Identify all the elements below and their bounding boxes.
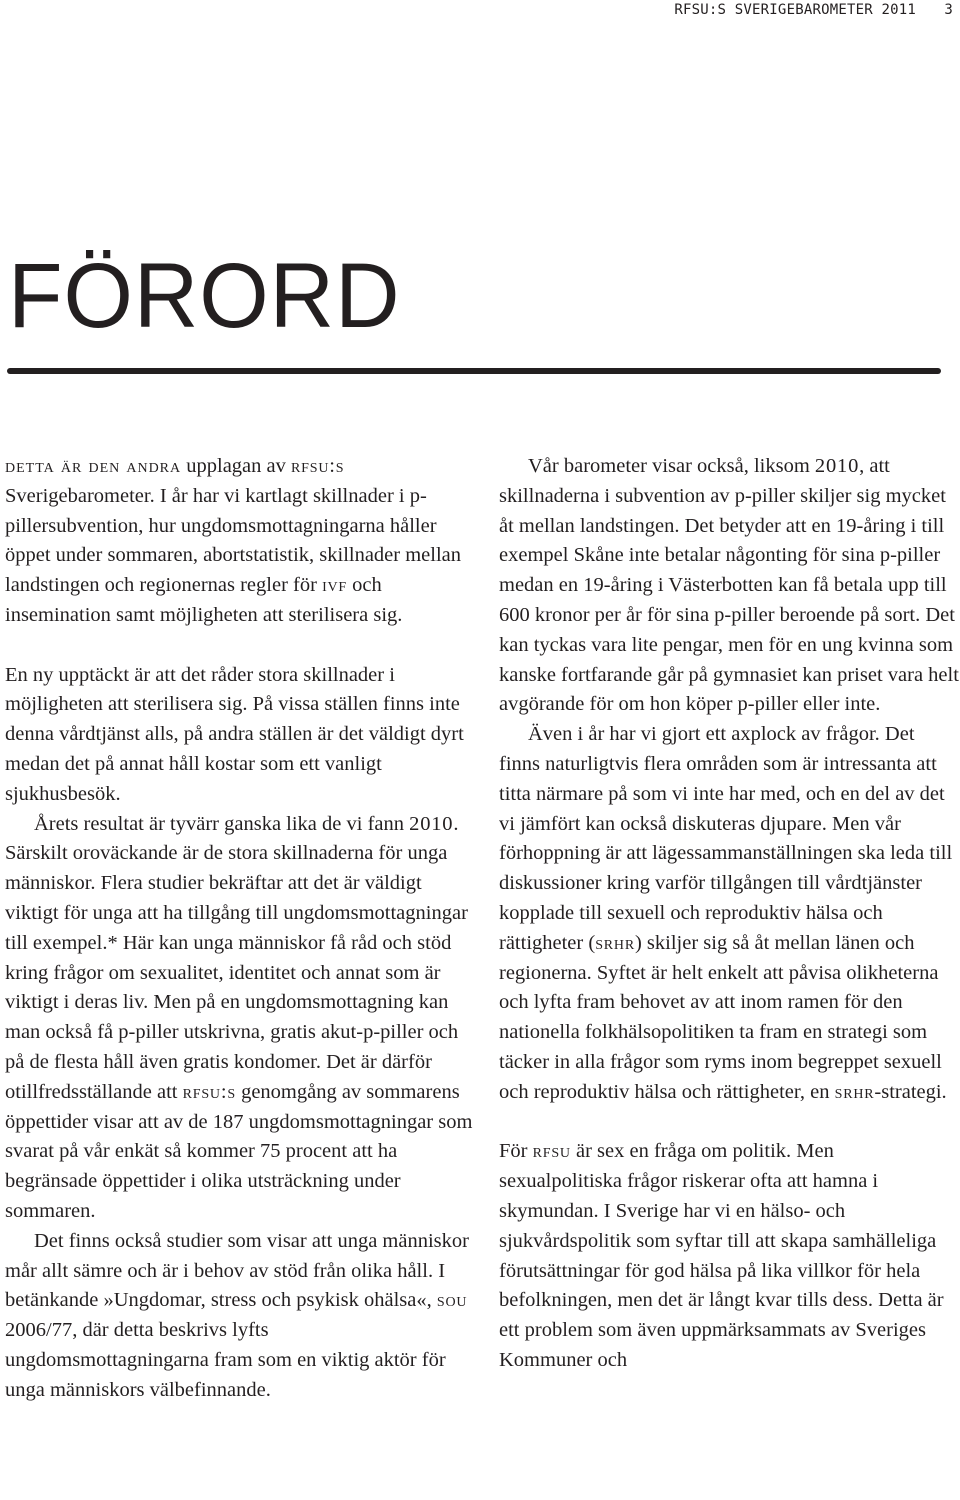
lead-in: detta är den andra <box>5 455 182 477</box>
text: För <box>499 1140 533 1163</box>
paragraph <box>499 452 960 720</box>
org-abbrev: rfsu <box>532 1140 571 1163</box>
abbrev: srhr <box>595 931 635 954</box>
paragraph: En ny upptäckt är att det råder stora skillnader i möjligheten att sterilisera sig. På vissa ställen finns inte denna vårdtjänst alls, på andra ställen är det väldigt dyrt medan det på annat håll kostar som ett vanligt sjukhusbesök. <box>5 663 464 805</box>
title-rule <box>7 368 941 374</box>
right-column <box>499 452 960 1376</box>
text: Sverigebarometer. I år har vi kartlagt skillnader i p-pillersubvention, hur ungdomsmottagningarna håller öppet under sommaren, abortstatistik, skillnader mellan landstingen och regionernas regler för <box>5 484 462 597</box>
running-header <box>0 0 960 20</box>
text: upplagan av <box>181 455 292 477</box>
running-title: RFSU:S SVERIGEBAROMETER 2011 <box>674 2 916 18</box>
text: . Särskilt oroväckande är de stora skillnaderna för unga människor. Flera studier bekräftar att det är väldigt viktigt för unga att ha tillgång till ungdomsmottagningar till exempel.* Här kan unga människor få råd och stöd kring frågor om sexualitet, identitet och annat som är viktigt i deras liv. Men på en ungdomsmottagning kan man också få p-piller utskrivna, gratis akut-p-piller och på de flesta håll även gratis kondomer. Det är därför otillfredsställande att <box>5 812 468 1103</box>
text: Årets resultat är tyvärr ganska lika de vi fann <box>34 812 410 835</box>
left-column <box>5 452 475 1406</box>
page-title: FÖRORD <box>8 245 401 347</box>
year: 2010 <box>409 812 454 835</box>
text: och insemination samt möjligheten att sterilisera sig. <box>5 574 403 626</box>
text: är sex en fråga om politik. Men sexualpolitiska frågor riskerar ofta att hamna i skymundan. I Sverige har vi en hälso- och sjukvårdspolitik som syftar till att skapa samhälleliga förutsättningar för god hälsa på lika villkor för hela befolkningen, men det är långt kvar tills dess. Detta är ett problem som även uppmärksammats av Sveriges Kommuner och <box>499 1140 944 1371</box>
text: -strategi. <box>874 1080 947 1103</box>
abbrev: ivf <box>322 574 348 597</box>
text: , att skillnaderna i subvention av p-piller skiljer sig mycket åt mellan landstingen. Det betyder att en 19-åring i till exempel Skåne inte betalar någonting för sina p-piller medan en 19-åring i Västerbotten kan få betala upp till 600 kronor per år för sina p-piller beroende på sort. Det kan tyckas vara lite pengar, men för en ung kvinna som kanske fortfarande går på gymnasiet kan priset vara helt avgörande för om hon köper p-piller eller inte. <box>499 455 959 716</box>
text: ) skiljer sig så åt mellan länen och regionerna. Syftet är helt enkelt att påvisa olikheterna och lyfta fram behovet av att inom ramen för den nationella folkhälsopolitiken ta fram en strategi som täcker in alla frågor som ryms inom begreppet sexuell och reproduktiv hälsa och rättigheter, en <box>499 931 942 1103</box>
paragraph <box>499 720 960 1107</box>
text: 2006/77, där detta beskrivs lyfts ungdomsmottagningarna fram som en viktig aktör för unga människors välbefinnande. <box>5 1319 446 1401</box>
year: 2010 <box>814 455 860 477</box>
text: genomgång av sommarens öppettider visar att av de 187 ungdomsmottagningar som svarat på vår enkät så kommer 75 procent att ha begränsade öppettider i olika utsträckning under sommaren. <box>5 1080 473 1222</box>
paragraph <box>5 810 475 1227</box>
text: Vår barometer visar också, liksom <box>528 455 815 477</box>
text: Det finns också studier som visar att unga människor mår allt sämre och är i behov av stöd från olika håll. I betänkande »Ungdomar, stress och psykisk ohälsa«, <box>5 1229 469 1312</box>
org-abbrev: rfsu:s <box>291 455 345 477</box>
abbrev: srhr <box>834 1080 875 1103</box>
paragraph <box>5 452 475 631</box>
page-number: 3 <box>944 2 953 18</box>
paragraph <box>499 1137 960 1375</box>
abbrev: sou <box>436 1289 468 1312</box>
org-abbrev: rfsu:s <box>182 1080 236 1103</box>
paragraph <box>5 1227 475 1406</box>
text: Även i år har vi gjort ett axplock av frågor. Det finns naturligtvis flera områden som är intressanta att titta närmare på som vi inte har med, och en del av det vi jämfört kan också diskuteras djupare. Men vår förhoppning är att lägessammanställningen ska leda till diskussioner kring varför tillgången till vårdtjänster kopplade till sexuell och reproduktiv hälsa och rättigheter ( <box>499 723 953 954</box>
